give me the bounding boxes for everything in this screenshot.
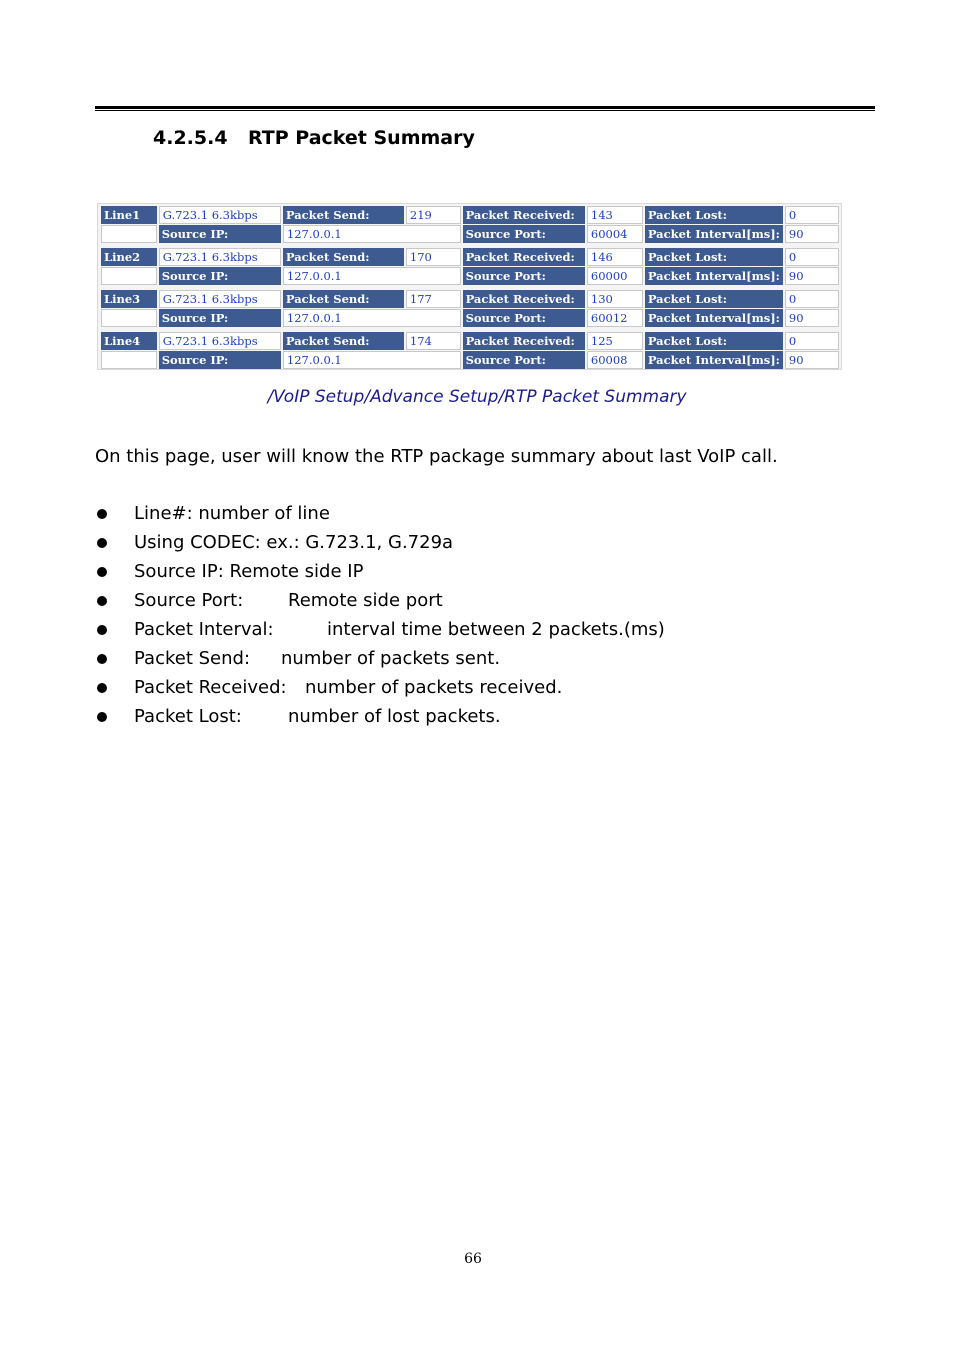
line-name-cell: Line3 xyxy=(101,290,157,308)
row-separator xyxy=(101,328,839,331)
packet-received-label: Packet Received: xyxy=(463,332,585,350)
empty-cell xyxy=(101,351,157,369)
packet-lost-label: Packet Lost: xyxy=(645,248,783,266)
bullet-term: Line#: number of line xyxy=(134,503,330,524)
packet-interval-value: 90 xyxy=(785,351,839,369)
bullet-icon xyxy=(97,712,107,722)
bullet-term: Source IP: Remote side IP xyxy=(134,561,364,582)
packet-send-label: Packet Send: xyxy=(283,248,404,266)
packet-received-value: 143 xyxy=(587,206,643,224)
source-port-label: Source Port: xyxy=(463,309,585,327)
packet-received-value: 125 xyxy=(587,332,643,350)
codec-value: G.723.1 6.3kbps xyxy=(159,290,281,308)
table-row xyxy=(101,267,839,285)
source-port-label: Source Port: xyxy=(463,267,585,285)
bullet-description: Remote side port xyxy=(288,590,443,611)
bullet-description: number of lost packets. xyxy=(288,706,501,727)
page-number: 66 xyxy=(464,1251,482,1267)
packet-lost-value: 0 xyxy=(785,248,839,266)
packet-send-label: Packet Send: xyxy=(283,206,404,224)
packet-lost-label: Packet Lost: xyxy=(645,332,783,350)
bullet-icon xyxy=(97,596,107,606)
bullet-term: Using CODEC: ex.: G.723.1, G.729a xyxy=(134,532,454,553)
source-port-label: Source Port: xyxy=(463,225,585,243)
bullet-description: interval time between 2 packets.(ms) xyxy=(327,619,665,640)
source-ip-label: Source IP: xyxy=(159,225,281,243)
packet-received-label: Packet Received: xyxy=(463,206,585,224)
line-name-cell: Line2 xyxy=(101,248,157,266)
rtp-summary-table xyxy=(99,205,841,370)
source-ip-value: 127.0.0.1 xyxy=(283,351,461,369)
section-number: 4.2.5.4 xyxy=(153,127,228,149)
line-name-cell: Line1 xyxy=(101,206,157,224)
source-ip-label: Source IP: xyxy=(159,267,281,285)
rtp-summary-screenshot xyxy=(97,203,842,370)
row-separator-cell xyxy=(101,328,839,331)
section-heading xyxy=(153,127,475,149)
row-separator-cell xyxy=(101,244,839,247)
bullet-icon xyxy=(97,538,107,548)
packet-interval-label: Packet Interval[ms]: xyxy=(645,309,783,327)
table-row xyxy=(101,206,839,224)
source-ip-label: Source IP: xyxy=(159,351,281,369)
line-name-cell: Line4 xyxy=(101,332,157,350)
packet-interval-value: 90 xyxy=(785,225,839,243)
source-ip-label: Source IP: xyxy=(159,309,281,327)
source-port-value: 60004 xyxy=(587,225,643,243)
table-row xyxy=(101,351,839,369)
packet-interval-value: 90 xyxy=(785,309,839,327)
header-rule-thin xyxy=(95,110,875,111)
packet-lost-value: 0 xyxy=(785,206,839,224)
empty-cell xyxy=(101,225,157,243)
packet-lost-label: Packet Lost: xyxy=(645,206,783,224)
packet-send-value: 170 xyxy=(406,248,461,266)
table-row xyxy=(101,309,839,327)
bullet-description: number of packets sent. xyxy=(281,648,501,669)
packet-received-value: 130 xyxy=(587,290,643,308)
empty-cell xyxy=(101,267,157,285)
bullet-description: number of packets received. xyxy=(305,677,563,698)
packet-received-label: Packet Received: xyxy=(463,248,585,266)
table-row xyxy=(101,332,839,350)
packet-received-label: Packet Received: xyxy=(463,290,585,308)
description-paragraph: On this page, user will know the RTP package summary about last VoIP call. xyxy=(95,446,778,467)
bullet-term: Packet Send: xyxy=(134,648,251,669)
bullet-icon xyxy=(97,683,107,693)
packet-send-value: 174 xyxy=(406,332,461,350)
packet-send-value: 177 xyxy=(406,290,461,308)
row-separator xyxy=(101,244,839,247)
packet-interval-label: Packet Interval[ms]: xyxy=(645,225,783,243)
source-port-label: Source Port: xyxy=(463,351,585,369)
packet-received-value: 146 xyxy=(587,248,643,266)
packet-send-value: 219 xyxy=(406,206,461,224)
bullet-term: Packet Lost: xyxy=(134,706,242,727)
bullet-icon xyxy=(97,509,107,519)
bullet-term: Packet Received: xyxy=(134,677,287,698)
packet-send-label: Packet Send: xyxy=(283,332,404,350)
table-row xyxy=(101,225,839,243)
packet-interval-label: Packet Interval[ms]: xyxy=(645,351,783,369)
bullet-icon xyxy=(97,567,107,577)
bullet-term: Source Port: xyxy=(134,590,244,611)
packet-lost-value: 0 xyxy=(785,332,839,350)
section-title: RTP Packet Summary xyxy=(248,127,475,149)
bullet-term: Packet Interval: xyxy=(134,619,274,640)
codec-value: G.723.1 6.3kbps xyxy=(159,332,281,350)
source-port-value: 60000 xyxy=(587,267,643,285)
bullet-icon xyxy=(97,625,107,635)
codec-value: G.723.1 6.3kbps xyxy=(159,248,281,266)
empty-cell xyxy=(101,309,157,327)
source-port-value: 60008 xyxy=(587,351,643,369)
table-row xyxy=(101,248,839,266)
figure-caption: /VoIP Setup/Advance Setup/RTP Packet Summary xyxy=(267,387,687,407)
packet-interval-value: 90 xyxy=(785,267,839,285)
source-ip-value: 127.0.0.1 xyxy=(283,225,461,243)
source-port-value: 60012 xyxy=(587,309,643,327)
source-ip-value: 127.0.0.1 xyxy=(283,267,461,285)
codec-value: G.723.1 6.3kbps xyxy=(159,206,281,224)
packet-lost-value: 0 xyxy=(785,290,839,308)
table-row xyxy=(101,290,839,308)
bullet-icon xyxy=(97,654,107,664)
header-rule-thick xyxy=(95,106,875,109)
packet-send-label: Packet Send: xyxy=(283,290,404,308)
source-ip-value: 127.0.0.1 xyxy=(283,309,461,327)
row-separator xyxy=(101,286,839,289)
row-separator-cell xyxy=(101,286,839,289)
packet-lost-label: Packet Lost: xyxy=(645,290,783,308)
packet-interval-label: Packet Interval[ms]: xyxy=(645,267,783,285)
